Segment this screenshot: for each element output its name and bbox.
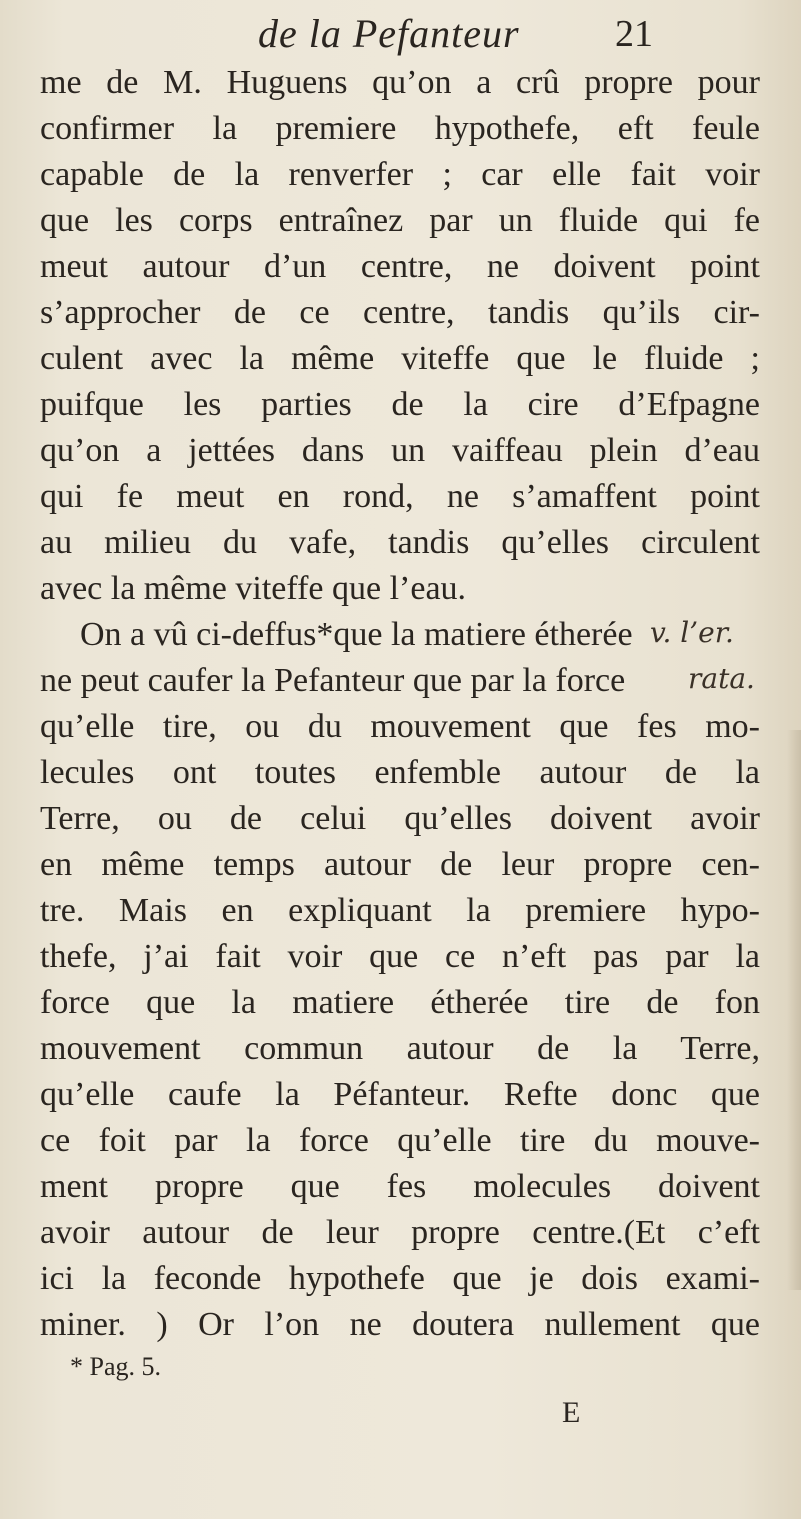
text-line: en même temps autour de leur propre cen-: [40, 846, 760, 883]
text-line: Terre, ou de celui qu’elles doivent avoir: [40, 800, 760, 837]
text-line: force que la matiere étherée tire de fon: [40, 984, 760, 1021]
text-line: avec la même viteffe que l’eau.: [40, 570, 467, 607]
text-line: culent avec la même viteffe que le fluide ;: [40, 340, 760, 377]
text-line: ici la feconde hypothefe que je dois exami-: [40, 1260, 760, 1297]
footnote: * Pag. 5.: [70, 1352, 161, 1381]
page-number: 21: [615, 13, 653, 55]
text-line: On a vû ci-deffus*que la matiere étherée: [80, 616, 633, 653]
text-line: lecules ont toutes enfemble autour de la: [40, 754, 760, 791]
text-line: ment propre que fes molecules doivent: [40, 1168, 760, 1205]
text-line: avoir autour de leur propre centre.(Et c’eft: [40, 1214, 760, 1251]
text-line: au milieu du vafe, tandis qu’elles circulent: [40, 524, 760, 561]
text-line: qu’elle tire, ou du mouvement que fes mo-: [40, 708, 760, 745]
running-title: de la Pefanteur: [258, 11, 520, 56]
text-line: qu’elle caufe la Péfanteur. Refte donc que: [40, 1076, 760, 1113]
handwritten-inline-note: rata.: [688, 662, 755, 695]
text-line: capable de la renverfer ; car elle fait voir: [40, 156, 760, 193]
text-line: meut autour d’un centre, ne doivent point: [40, 248, 760, 285]
text-line: qui fe meut en rond, ne s’amaffent point: [40, 478, 760, 515]
page-header: [0, 10, 801, 60]
text-line: thefe, j’ai fait voir que ce n’eft pas par la: [40, 938, 760, 975]
text-line: tre. Mais en expliquant la premiere hypo-: [40, 892, 760, 929]
text-line: me de M. Huguens qu’on a crû propre pour: [40, 64, 760, 101]
text-line: miner. ) Or l’on ne doutera nullement que: [40, 1306, 760, 1343]
text-line: s’approcher de ce centre, tandis qu’ils cir-: [40, 294, 760, 331]
text-line: ce foit par la force qu’elle tire du mouve-: [40, 1122, 760, 1159]
text-line: mouvement commun autour de la Terre,: [40, 1030, 760, 1067]
text-line: puifque les parties de la cire d’Efpagne: [40, 386, 760, 423]
text-line: qu’on a jettées dans un vaiffeau plein d’eau: [40, 432, 760, 469]
text-line: confirmer la premiere hypothefe, eft feule: [40, 110, 760, 147]
text-line: que les corps entraînez par un fluide qui fe: [40, 202, 760, 239]
page-edge-stain: [787, 730, 801, 1290]
signature-mark: E: [562, 1396, 581, 1429]
text-line: ne peut caufer la Pefanteur que par la force: [40, 662, 626, 699]
handwritten-margin-note: v. l’er.: [650, 616, 734, 649]
